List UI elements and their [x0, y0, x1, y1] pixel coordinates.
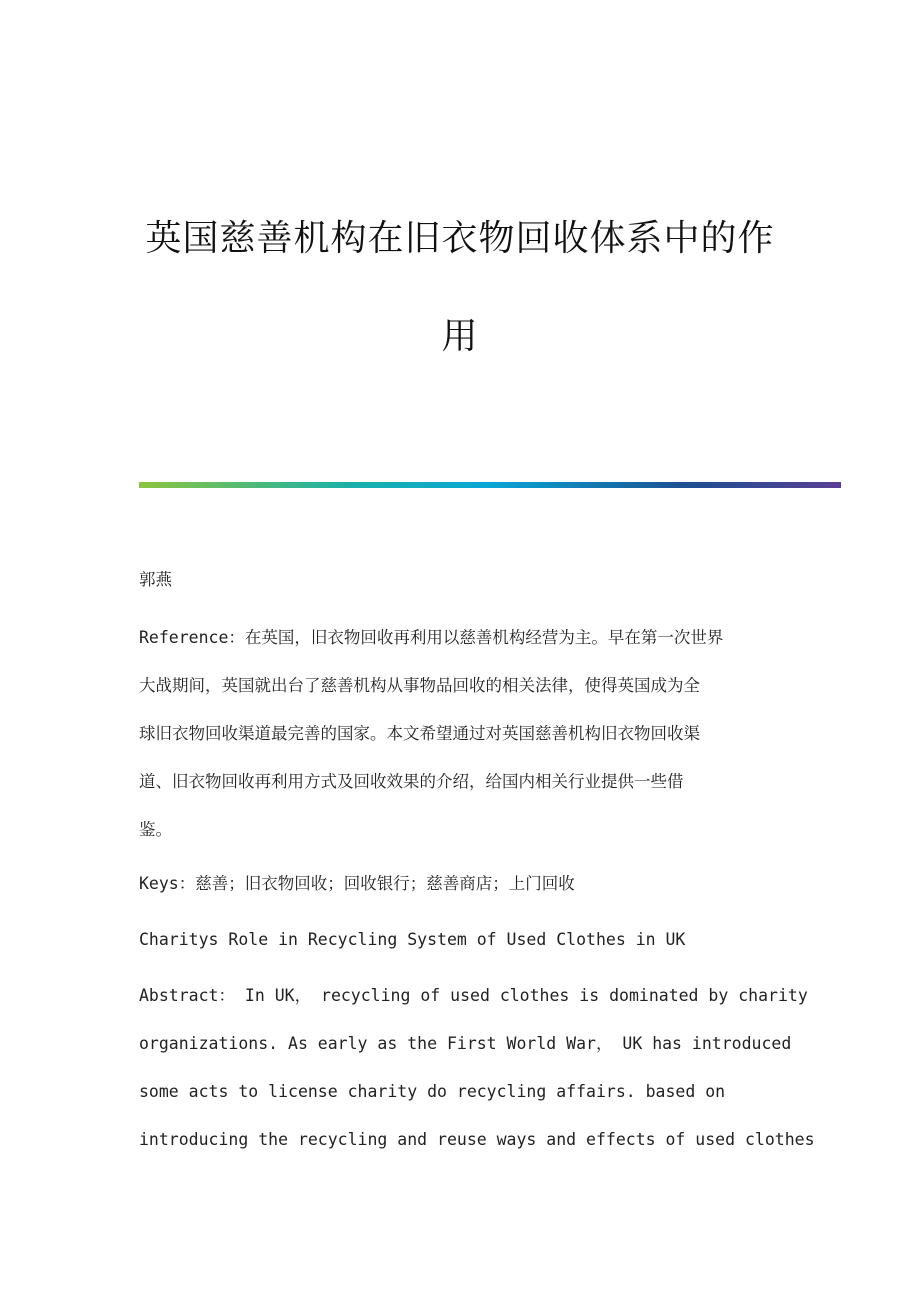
- abstract-cn-line: 球旧衣物回收渠道最完善的国家。本文希望通过对英国慈善机构旧衣物回收渠: [139, 724, 700, 743]
- keywords: Keys：慈善；旧衣物回收；回收银行；慈善商店；上门回收: [139, 874, 575, 893]
- abstract-cn-line: 道、旧衣物回收再利用方式及回收效果的介绍，给国内相关行业提供一些借: [139, 772, 684, 791]
- gradient-divider: [139, 482, 841, 488]
- abstract-en-line: organizations. As early as the First World War， UK has introduced: [139, 1034, 792, 1053]
- title-line-1: 英国慈善机构在旧衣物回收体系中的作: [145, 218, 775, 259]
- abstract-cn-line: 鉴。: [139, 820, 172, 839]
- abstract-chinese: [139, 614, 789, 854]
- abstract-en-line: some acts to license charity do recycling affairs. based on: [139, 1082, 726, 1101]
- abstract-cn-line: Reference：在英国，旧衣物回收再利用以慈善机构经营为主。早在第一次世界: [139, 628, 724, 647]
- abstract-cn-line: 大战期间，英国就出台了慈善机构从事物品回收的相关法律，使得英国成为全: [139, 676, 700, 695]
- abstract-en-line: Abstract： In UK， recycling of used clothes is dominated by charity: [139, 986, 808, 1005]
- document-title: [100, 190, 820, 386]
- abstract-en-line: introducing the recycling and reuse ways and effects of used clothes: [139, 1130, 815, 1149]
- title-line-2: 用: [441, 316, 479, 357]
- abstract-english: [139, 972, 815, 1164]
- author-name: 郭燕: [139, 570, 172, 589]
- english-title: Charitys Role in Recycling System of Used Clothes in UK: [139, 930, 686, 949]
